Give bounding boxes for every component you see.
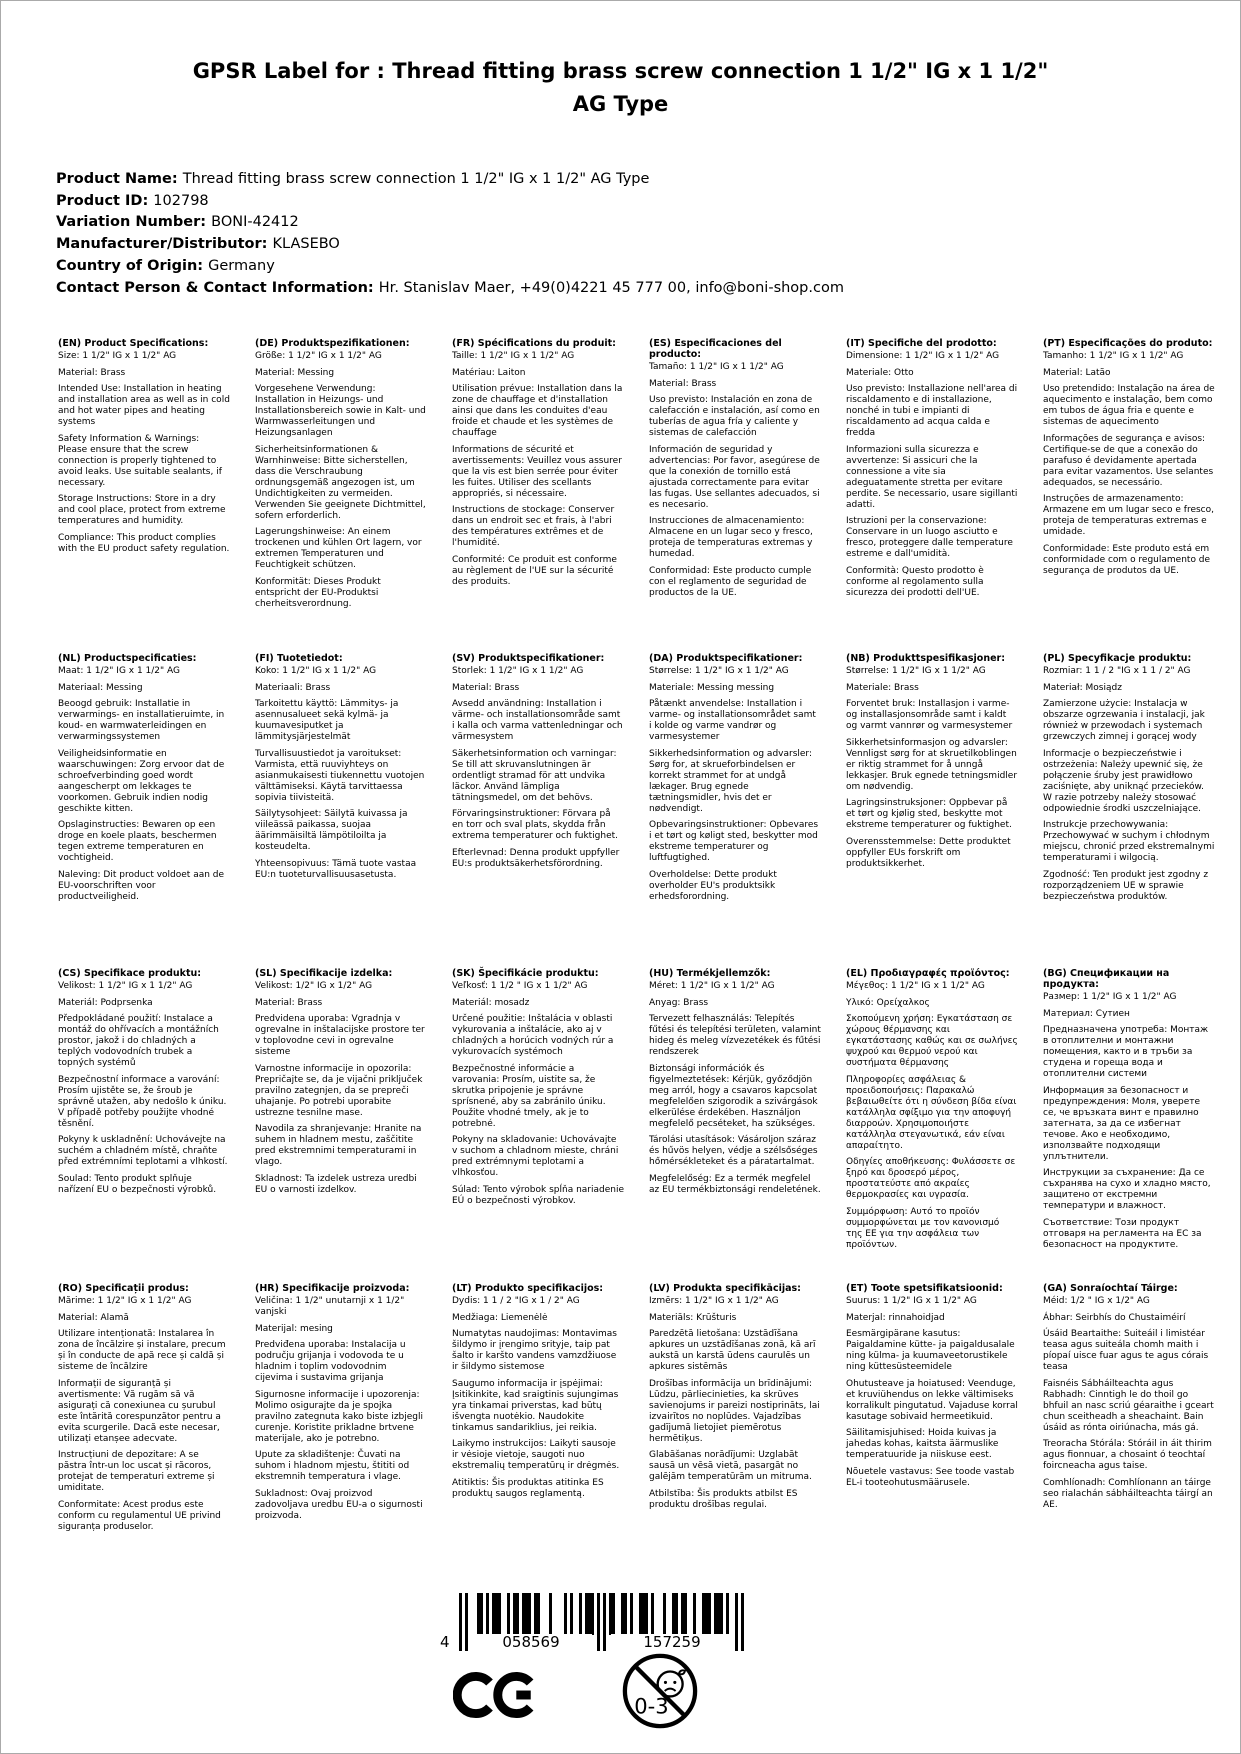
spec-paragraph: Größe: 1 1/2" IG x 1 1/2" AG: [255, 351, 382, 361]
spec-paragraph: Yhteensopivuus: Tämä tuote vastaa EU:n tuoteturvallisuusasetusta.: [255, 858, 417, 880]
language-heading: (LV) Produkta specifikācijas:: [649, 1283, 801, 1294]
age-warning-icon: [621, 1652, 699, 1730]
spec-paragraph: Size: 1 1/2" IG x 1 1/2" AG: [58, 351, 177, 361]
spec-paragraph: Tárolási utasítások: Vásároljon száraz és hűvös helyen, védje a szélsőséges hőmérsékleteket és a páratartalmat.: [649, 1135, 818, 1167]
spec-paragraph: Material: Brass: [452, 682, 520, 693]
product-info-value: Hr. Stanislav Maer, +49(0)4221 45 777 00, info@boni-shop.com: [378, 279, 844, 296]
spec-paragraph: Sikkerhedsinformation og advarsler: Sørg for, at skrueforbindelsen er korrekt strammet for at undgå lækager. Brug egnede tætningsmidler, hvis det er nødvendigt.: [649, 748, 812, 814]
spec-paragraph: Anyag: Brass: [649, 997, 709, 1008]
product-info-row: [56, 169, 844, 191]
spec-paragraph: Uso pretendido: Instalação na área de aquecimento e instalação, bem como em tubos de água fria e quente e sistemas de aquecimento: [1043, 384, 1215, 427]
spec-paragraph: Συμμόρφωση: Αυτό το προϊόν συμμορφώνεται με τον κανονισμό της ΕΕ για την ασφάλεια των προϊόντων.: [846, 1206, 1000, 1250]
spec-paragraph: Pokyny na skladovanie: Uchovávajte v suchom a chladnom mieste, chráni pred extrémnymi teplotami a vlhkosťou.: [452, 1135, 619, 1178]
spec-paragraph: Zamierzone użycie: Instalacja w obszarze ogrzewania i instalacji, jak również w przewodach i systemach grzewczych zimnej i gorącej wody: [1043, 699, 1205, 742]
product-info-value: 102798: [153, 192, 209, 209]
spec-paragraph: Uso previsto: Instalación en zona de calefacción e instalación, así como en tuberías de agua fría y caliente y sistemas de calefacción: [649, 395, 820, 438]
spec-paragraph: Predvidena uporaba: Vgradnja v ogrevalne in inštalacijske prostore ter v toplovodne cevi in ogrevalne sisteme: [255, 1014, 425, 1057]
spec-paragraph: Material: Brass: [255, 997, 323, 1008]
product-info: [56, 169, 844, 299]
spec-paragraph: Paredzētā lietošana: Uzstādīšana apkures un uzstādīšanas zonā, kā arī aukstā un karstā ūdens caurulēs un apkures sistēmās: [649, 1329, 816, 1372]
language-heading: (DE) Produktspezifikationen:: [255, 338, 410, 349]
spec-paragraph: Säilitamisjuhised: Hoida kuivas ja jahedas kohas, kaitsta äärmuslike temperatuuride ja niiskuse eest.: [846, 1428, 999, 1460]
spec-paragraph: Informazioni sulla sicurezza e avvertenze: Si assicuri che la connessione a vite sia adeguatamente stretta per evitare perdite. Se necessario, usare sigillanti adatti.: [846, 444, 1018, 510]
spec-paragraph: Suurus: 1 1/2" IG x 1 1/2" AG: [846, 1296, 977, 1306]
language-block-pl: [1043, 653, 1215, 968]
spec-paragraph: Material: Messing: [255, 367, 335, 378]
spec-paragraph: Faisnéis Sábháilteachta agus Rabhadh: Cinntigh le do thoil go bhfuil an nasc scriú géaraithe i gceart chun sceitheadh a sheachaint. Bain úsáid as rónta oiriúnacha, más gá.: [1043, 1378, 1214, 1433]
spec-paragraph: Предназначена употреба: Монтаж в отоплителни и монтажни помещения, както и в тръби за студена и гореща вода и отоплителни системи: [1043, 1025, 1209, 1079]
spec-paragraph: Avsedd användning: Installation i värme- och installationsområde samt i kalla och varma vattenledningar och värmesystem: [452, 699, 623, 742]
language-heading: (NL) Productspecificaties:: [58, 653, 197, 664]
spec-paragraph: Informações de segurança e avisos: Certifique-se de que a conexão do parafuso é devidamente apertada para evitar vazamentos. Use selantes adequados, se necessário.: [1043, 433, 1214, 488]
spec-paragraph: Sikkerhetsinformasjon og advarsler: Vennligst sørg for at skruetilkoblingen er riktig strammet for å unngå lekkasjer. Bruk egnede tetningsmidler om nødvendig.: [846, 737, 1018, 792]
spec-paragraph: Storlek: 1 1/2" IG x 1 1/2" AG: [452, 666, 584, 676]
language-block-hu: [649, 968, 821, 1283]
spec-paragraph: Istruzioni per la conservazione: Conservare in un luogo asciutto e fresco, proteggere dalle temperature estreme e dall'umidità.: [846, 516, 1013, 559]
product-info-value: BONI-42412: [211, 214, 299, 231]
spec-paragraph: Förvaringsinstruktioner: Förvara på en torr och sval plats, skydda från extrema temperaturer och fuktighet.: [452, 809, 619, 841]
spec-paragraph: Dimensione: 1 1/2" IG x 1 1/2" AG: [846, 351, 1000, 361]
ce-mark-icon: [453, 1662, 539, 1728]
product-info-label: Variation Number:: [56, 214, 212, 231]
language-block-hr: [255, 1283, 427, 1598]
spec-paragraph: Informații de siguranță și avertismente: Vă rugăm să vă asigurați că conexiunea cu șurubul este întărită corespunzător pentru a evita scurgerile. Dacă este necesar, utilizați etanșee adecvate.: [58, 1378, 221, 1444]
spec-paragraph: Conformidad: Este producto cumple con el reglamento de seguridad de productos de la UE.: [649, 565, 812, 598]
spec-paragraph: Predviđena uporaba: Instalacija u području grijanja i vodovoda te u hladnim i toplim vodovodnim cijevima i sustavima grijanja: [255, 1340, 406, 1383]
barcode-right-digits: 157259: [611, 1634, 733, 1651]
spec-paragraph: Instrukcje przechowywania: Przechowywać w suchym i chłodnym miejscu, chronić przed ekstremalnymi temperaturami i wilgocią.: [1043, 820, 1215, 863]
spec-paragraph: Laikymo instrukcijos: Laikyti sausoje ir vėsioje vietoje, saugoti nuo ekstremalių temperatūrų ir drėgmės.: [452, 1439, 620, 1471]
spec-paragraph: Conformité: Ce produit est conforme au règlement de l'UE sur la sécurité des produits.: [452, 554, 617, 587]
language-heading: (FI) Tuotetiedot:: [255, 653, 343, 664]
product-info-row: [56, 234, 844, 256]
spec-paragraph: Información de seguridad y advertencias: Por favor, asegúrese de que la conexión de tornillo está ajustada correctamente para evitar las fugas. Use sellantes adecuados, si es necesario.: [649, 444, 820, 510]
language-block-pt: [1043, 338, 1215, 653]
language-block-lt: [452, 1283, 624, 1598]
spec-paragraph: Veličina: 1 1/2" unutarnji x 1 1/2" vanjski: [255, 1296, 405, 1317]
language-heading: (SV) Produktspecifikationer:: [452, 653, 605, 664]
product-info-value: KLASEBO: [272, 236, 340, 253]
spec-paragraph: Materiāls: Krūšturis: [649, 1312, 737, 1323]
spec-paragraph: Koko: 1 1/2" IG x 1 1/2" AG: [255, 666, 377, 676]
product-info-label: Country of Origin:: [56, 257, 209, 274]
spec-paragraph: Material: Brass: [58, 367, 126, 378]
product-info-label: Product Name:: [56, 171, 183, 187]
spec-paragraph: Overholdelse: Dette produkt overholder EU's produktsikk erhedsforordning.: [649, 869, 777, 902]
spec-paragraph: Soulad: Tento produkt splňuje nařízení EU o bezpečnosti výrobků.: [58, 1173, 217, 1195]
spec-paragraph: Instrucciones de almacenamiento: Almacene en un lugar seco y fresco, proteja de temperaturas extremas y humedad.: [649, 516, 813, 559]
spec-paragraph: Σκοπούμενη χρήση: Εγκατάσταση σε χώρους θέρμανσης και εγκατάστασης καθώς και σε σωλήνες ψυχρού και θερμού νερού και συστήματα θέρμανσης: [846, 1014, 1018, 1068]
language-heading: (FR) Spécifications du produit:: [452, 338, 616, 349]
spec-paragraph: Dydis: 1 1 / 2 "IG x 1 / 2" AG: [452, 1296, 580, 1306]
spec-paragraph: Drošības informācija un brīdinājumi: Lūdzu, pārliecinieties, ka skrūves savienojums ir pareizi nostiprināts, lai izvairītos no noplūdes. Vajadzības gadījumā lietojiet piemērotus hermētiķus.: [649, 1378, 820, 1444]
age-range-text: 0-3: [634, 1693, 669, 1719]
spec-paragraph: Bezpečnostné informácie a varovania: Prosím, uistite sa, že skrutka pripojenie je správne sprísnené, aby sa zabránilo úniku. Použite vhodné tmely, ak je to potrebné.: [452, 1063, 606, 1129]
language-heading: (RO) Specificații produs:: [58, 1283, 189, 1294]
spec-paragraph: Nõuetele vastavus: See toode vastab EL-i tooteohutusmäärusele.: [846, 1466, 1015, 1488]
spec-paragraph: Naleving: Dit product voldoet aan de EU-voorschriften voor productveiligheid.: [58, 869, 225, 902]
spec-paragraph: Informacje o bezpieczeństwie i ostrzeżenia: Należy upewnić się, że połączenie śruby jest prawidłowo zaciśnięte, aby uniknąć przecieków. W razie potrzeby należy stosować odpowiednie środki uszczelniające.: [1043, 748, 1204, 814]
spec-paragraph: Beoogd gebruik: Installatie in verwarmings- en installatieruimte, in koud- en warmwaterleidingen en verwarmingssystemen: [58, 699, 225, 742]
spec-paragraph: Utilisation prévue: Installation dans la zone de chauffage et d'installation ainsi que dans les conduites d'eau froide et chaude et les systèmes de chauffage: [452, 384, 623, 438]
spec-paragraph: Treoracha Stórála: Stóráil in áit thirim agus fionnuar, a chosaint ó teochtaí foircneacha agus taise.: [1043, 1439, 1212, 1471]
spec-paragraph: Comhlíonadh: Comhlíonann an táirge seo rialachán sábháilteachta táirgí an AE.: [1043, 1477, 1213, 1510]
language-heading: (GA) Sonraíochtaí Táirge:: [1043, 1283, 1178, 1294]
spec-paragraph: Conformità: Questo prodotto è conforme al regolamento sulla sicurezza dei prodotti dell'UE.: [846, 565, 984, 598]
language-block-fr: [452, 338, 624, 653]
spec-paragraph: Säilytysohjeet: Säilytä kuivassa ja viileässä paikassa, suojaa äärimmäisiltä lämpötiloilta ja kosteudelta.: [255, 809, 408, 852]
spec-paragraph: Určené použitie: Inštalácia v oblasti vykurovania a inštalácie, ako aj v chladných a horúcich vodných rúr a vykurovacích systémoch: [452, 1014, 614, 1057]
spec-paragraph: Méret: 1 1/2" IG x 1 1/2" AG: [649, 981, 775, 991]
language-heading: (NB) Produkttspesifikasjoner:: [846, 653, 1006, 664]
spec-paragraph: Materiale: Messing messing: [649, 682, 775, 693]
language-block-nb: [846, 653, 1018, 968]
spec-paragraph: Conformidade: Este produto está em conformidade com o regulamento de segurança de produtos da UE.: [1043, 543, 1211, 576]
spec-paragraph: Tamanho: 1 1/2" IG x 1 1/2" AG: [1043, 351, 1184, 361]
spec-paragraph: Materiaali: Brass: [255, 682, 331, 693]
product-info-row: [56, 278, 844, 300]
spec-paragraph: Sukladnost: Ovaj proizvod zadovoljava uredbu EU-a o sigurnosti proizvoda.: [255, 1488, 423, 1521]
language-block-et: [846, 1283, 1018, 1598]
spec-paragraph: Μέγεθος: 1 1/2" IG x 1 1/2" AG: [846, 981, 985, 991]
spec-paragraph: Υλικό: Ορείχαλκος: [846, 997, 930, 1008]
spec-paragraph: Размер: 1 1/2" IG x 1 1/2" AG: [1043, 992, 1177, 1002]
spec-paragraph: Materiale: Otto: [846, 367, 914, 378]
spec-paragraph: Overensstemmelse: Dette produktet oppfyller EUs forskrift om produktsikkerhet.: [846, 836, 1011, 869]
spec-paragraph: Matériau: Laiton: [452, 367, 526, 378]
spec-paragraph: Tamaño: 1 1/2" IG x 1 1/2" AG: [649, 362, 784, 372]
spec-paragraph: Mărime: 1 1/2" IG x 1 1/2" AG: [58, 1296, 192, 1306]
language-block-nl: [58, 653, 230, 968]
spec-paragraph: Intended Use: Installation in heating and installation area as well as in cold and hot water pipes and heating systems: [58, 384, 230, 427]
spec-grid: [58, 338, 1215, 1598]
spec-paragraph: Påtænkt anvendelse: Installation i varme- og installationsområdet samt i kolde og varme vandrør og varmesystemer: [649, 699, 816, 742]
barcode-lead-digit: 4: [440, 1633, 450, 1651]
spec-paragraph: Biztonsági információk és figyelmeztetések: Kérjük, győződjön meg arról, hogy a csavaros kapcsolat megfelelően szigorodik a szivárgások elkerülése érdekében. Használjon megfelelő pecséteket, ha szükséges.: [649, 1063, 818, 1129]
language-heading: (SL) Specifikacije izdelka:: [255, 968, 393, 979]
language-block-da: [649, 653, 821, 968]
spec-paragraph: Material: Latão: [1043, 367, 1111, 378]
spec-paragraph: Материал: Сутиен: [1043, 1008, 1130, 1019]
language-block-sl: [255, 968, 427, 1283]
spec-paragraph: Säkerhetsinformation och varningar: Se till att skruvanslutningen är ordentligt stramad för att undvika läckor. Använd lämpliga tätningsmedel, om det behövs.: [452, 748, 617, 803]
spec-paragraph: Předpokládané použití: Instalace a montáž do ohřívacích a montážních prostor, jakož i do chladných a teplých vodovodních trubek a topných systémů: [58, 1014, 219, 1068]
spec-paragraph: Turvallisuustiedot ja varoitukset: Varmista, että ruuviyhteys on asianmukaisesti tiukennettu vuotojen välttämiseksi. Käytä tarvittaessa sopivia tiivisteitä.: [255, 748, 425, 803]
language-heading: (HU) Termékjellemzők:: [649, 968, 771, 979]
spec-paragraph: Méid: 1/2 " IG x 1/2" AG: [1043, 1296, 1150, 1306]
language-heading: (DA) Produktspecifikationer:: [649, 653, 803, 664]
spec-paragraph: Съответствие: Този продукт отговаря на регламента на ЕС за безопасност на продуктите.: [1043, 1217, 1202, 1250]
spec-paragraph: Materiale: Brass: [846, 682, 919, 693]
spec-paragraph: Megfelelőség: Ez a termék megfelel az EU termékbiztonsági rendeletének.: [649, 1173, 821, 1195]
spec-paragraph: Instructions de stockage: Conserver dans un endroit sec et frais, à l'abri des températures extrêmes et de l'humidité.: [452, 505, 615, 548]
spec-paragraph: Safety Information & Warnings: Please ensure that the screw connection is properly tightened to avoid leaks. Use suitable sealants, if necessary.: [58, 433, 222, 488]
product-info-row: [56, 191, 844, 213]
language-block-de: [255, 338, 427, 653]
spec-paragraph: Numatytas naudojimas: Montavimas šildymo ir įrengimo srityje, taip pat šalto ir karšto vandens vamzdžiuose ir šildymo sistemose: [452, 1329, 617, 1372]
spec-paragraph: Saugumo informacija ir įspėjimai: Įsitikinkite, kad sraigtinis sujungimas yra tinkamai priverstas, kad būtų išvengta nuotėkio. Naudokite tinkamus sandariklius, jei reikia.: [452, 1378, 619, 1433]
language-heading: (PL) Specyfikacje produktu:: [1043, 653, 1192, 664]
spec-paragraph: Lagringsinstruksjoner: Oppbevar på et tørt og kjølig sted, beskytte mot ekstreme temperaturer og fuktighet.: [846, 798, 1012, 830]
product-info-label: Manufacturer/Distributor:: [56, 236, 273, 253]
spec-paragraph: Forventet bruk: Installasjon i varme- og installasjonsområde samt i kaldt og varmt vannrør og varmesystemer: [846, 699, 1013, 731]
spec-paragraph: Varnostne informacije in opozorila: Prepričajte se, da je vijačni priključek pravilno zategnjen, da se prepreči uhajanje. Po potrebi uporabite ustrezne tesnilne mase.: [255, 1063, 423, 1118]
spec-paragraph: Vorgesehene Verwendung: Installation in Heizungs- und Installationsbereich sowie in Kalt- und Warmwasserleitungen und Heizungsanlagen: [255, 384, 426, 438]
spec-paragraph: Ohutusteave ja hoiatused: Veenduge, et kruviühendus on lekke vältimiseks korralikult pingutatud. Vajaduse korral kasutage sobivaid hermeetikuid.: [846, 1378, 1018, 1422]
spec-paragraph: Materiaal: Messing: [58, 682, 143, 693]
spec-paragraph: Instrucțiuni de depozitare: A se păstra într-un loc uscat și răcoros, protejat de temperaturi extreme și umiditate.: [58, 1450, 215, 1493]
spec-paragraph: Atbilstība: Šis produkts atbilst ES produktu drošības regulai.: [649, 1488, 798, 1510]
spec-paragraph: Инструкции за съхранение: Да се съхранява на сухо и хладно място, защитено от екстремни температури и влажност.: [1043, 1168, 1211, 1211]
spec-paragraph: Glabāšanas norādījumi: Uzglabāt sausā un vēsā vietā, pasargāt no galējām temperatūrām un mitruma.: [649, 1450, 812, 1482]
spec-paragraph: Úsáid Beartaithe: Suiteáil i limistéar teasa agus suiteála chomh maith i píopaí uisce fuar agus te agus córais teasa: [1043, 1329, 1209, 1372]
spec-paragraph: Efterlevnad: Denna produkt uppfyller EU:s produktsäkerhetsförordning.: [452, 847, 620, 869]
spec-paragraph: Opslaginstructies: Bewaren op een droge en koele plaats, beschermen tegen extreme temperaturen en vochtigheid.: [58, 820, 217, 863]
language-heading: (CS) Specifikace produktu:: [58, 968, 202, 979]
spec-paragraph: Rozmiar: 1 1 / 2 "IG x 1 1 / 2" AG: [1043, 666, 1191, 676]
spec-paragraph: Πληροφορίες ασφάλειας & προειδοποιήσεις: Παρακαλώ βεβαιωθείτε ότι η σύνδεση βίδα είναι κατάλληλα σφίξιμο για την αποφυγή διαρροών. Χρησιμοποιήστε κατάλληλα στεγανωτικά, εάν είναι απαραίτητο.: [846, 1074, 1017, 1151]
spec-paragraph: Tervezett felhasználás: Telepítés fűtési és telepítési területen, valamint hideg és meleg vízvezetékek és fűtési rendszerek: [649, 1014, 821, 1057]
language-heading: (ES) Especificaciones del producto:: [649, 338, 782, 360]
language-block-en: [58, 338, 230, 653]
language-heading: (EN) Product Specifications:: [58, 338, 209, 349]
spec-paragraph: Størrelse: 1 1/2" IG x 1 1/2" AG: [649, 666, 789, 676]
language-block-bg: [1043, 968, 1215, 1283]
spec-paragraph: Atitiktis: Šis produktas atitinka ES produktų saugos reglamentą.: [452, 1477, 604, 1499]
language-block-el: [846, 968, 1018, 1283]
language-heading: (PT) Especificações do produto:: [1043, 338, 1213, 349]
barcode-left-digits: 058569: [470, 1634, 592, 1651]
spec-paragraph: Utilizare intenționată: Instalarea în zona de încălzire și instalare, precum și în conducte de apă rece și caldă și sisteme de încălzire: [58, 1329, 226, 1372]
spec-paragraph: Ábhar: Seirbhís do Chustaiméirí: [1043, 1312, 1186, 1323]
spec-paragraph: Veiligheidsinformatie en waarschuwingen: Zorg ervoor dat de schroefverbinding goed wordt aangescherpt om lekkages te voorkomen. Gebruik indien nodig geschikte kitten.: [58, 748, 225, 814]
spec-paragraph: Material: Brass: [649, 378, 717, 389]
spec-paragraph: Tarkoitettu käyttö: Lämmitys- ja asennusalueet sekä kylmä- ja kuumavesiputket ja lämmitysjärjestelmät: [255, 699, 399, 742]
spec-paragraph: Velikost: 1/2" IG x 1/2" AG: [255, 981, 373, 991]
spec-paragraph: Sicherheitsinformationen & Warnhinweise: Bitte sicherstellen, dass die Verschraubung ordnungsgemäß angezogen ist, um Undichtigkeiten zu vermeiden. Verwenden Sie geeignete Dichtmittel, sofern erforderlich.: [255, 444, 426, 521]
language-block-sk: [452, 968, 624, 1283]
spec-paragraph: Materiál: Podprsenka: [58, 997, 153, 1008]
language-block-ro: [58, 1283, 230, 1598]
spec-paragraph: Upute za skladištenje: Čuvati na suhom i hladnom mjestu, štititi od ekstremnih temperatura i vlage.: [255, 1450, 410, 1482]
spec-paragraph: Conformitate: Acest produs este conform cu regulamentul UE privind siguranța produselor.: [58, 1499, 221, 1532]
language-block-es: [649, 338, 821, 653]
spec-paragraph: Informations de sécurité et avertissements: Veuillez vous assurer que la vis est bien serrée pour éviter les fuites. Utiliser des scellants appropriés, si nécessaire.: [452, 444, 622, 499]
language-heading: (BG) Спецификации на продукта:: [1043, 968, 1170, 990]
spec-paragraph: Instruções de armazenamento: Armazene em um lugar seco e fresco, proteja de temperaturas extremas e umidade.: [1043, 494, 1214, 537]
product-info-value: Thread fitting brass screw connection 1 1/2" IG x 1 1/2" AG Type: [182, 171, 650, 187]
product-info-row: [56, 256, 844, 278]
language-heading: (ET) Toote spetsifikatsioonid:: [846, 1283, 1003, 1294]
page-title: GPSR Label for : Thread fitting brass screw connection 1 1/2" IG x 1 1/2" AG Type: [192, 59, 1049, 116]
spec-paragraph: Veľkosť: 1 1/2 " IG x 1 1/2" AG: [452, 981, 588, 991]
barcode-bar: [741, 1593, 744, 1651]
spec-paragraph: Bezpečnostní informace a varování: Prosím ujistěte se, že šroub je správně utažen, aby nedošlo k úniku. V případě potřeby použijte vhodné těsnění.: [58, 1074, 227, 1129]
language-block-ga: [1043, 1283, 1215, 1598]
language-heading: (EL) Προδιαγραφές προϊόντος:: [846, 968, 1010, 979]
barcode: [440, 1593, 744, 1651]
spec-paragraph: Uso previsto: Installazione nell'area di riscaldamento e di installazione, nonché in tubi e impianti di riscaldamento ad acqua calda e fredda: [846, 384, 1018, 438]
spec-paragraph: Eesmärgipärane kasutus: Paigaldamine kütte- ja paigaldusalale ning külma- ja kuumaveetorustikele ning küttesüsteemidele: [846, 1329, 1015, 1372]
product-info-row: [56, 212, 844, 234]
spec-paragraph: Navodila za shranjevanje: Hranite na suhem in hladnem mestu, zaščitite pred ekstremnimi temperaturami in vlago.: [255, 1124, 422, 1167]
product-info-label: Product ID:: [56, 192, 154, 209]
spec-paragraph: Opbevaringsinstruktioner: Opbevares i et tørt og køligt sted, beskytter mod ekstreme temperaturer og luftfugtighed.: [649, 820, 819, 863]
spec-paragraph: Skladnost: Ta izdelek ustreza uredbi EU o varnosti izdelkov.: [255, 1173, 417, 1195]
spec-paragraph: Lagerungshinweise: An einem trockenen und kühlen Ort lagern, vor extremen Temperaturen und Feuchtigkeit schützen.: [255, 527, 422, 570]
spec-paragraph: Materiał: Mosiądz: [1043, 682, 1122, 693]
spec-paragraph: Størrelse: 1 1/2" IG x 1 1/2" AG: [846, 666, 986, 676]
spec-paragraph: Velikost: 1 1/2" IG x 1 1/2" AG: [58, 981, 193, 991]
spec-paragraph: Sigurnosne informacije i upozorenja: Molimo osigurajte da je spojka pravilno zategnuta kako biste izbjegli curenje. Koristite prikladne brtvene materijale, ako je potrebno.: [255, 1389, 424, 1444]
product-info-value: Germany: [208, 257, 275, 274]
language-heading: (HR) Specifikacije proizvoda:: [255, 1283, 410, 1294]
spec-paragraph: Izmērs: 1 1/2" IG x 1 1/2" AG: [649, 1296, 779, 1306]
spec-paragraph: Materiál: mosadz: [452, 997, 530, 1008]
spec-paragraph: Pokyny k uskladnění: Uchovávejte na suchém a chladném místě, chraňte před extrémními teplotami a vlhkostí.: [58, 1135, 228, 1167]
spec-paragraph: Konformität: Dieses Produkt entspricht der EU-Produktsi cherheitsverordnung.: [255, 576, 381, 609]
spec-paragraph: Storage Instructions: Store in a dry and cool place, protect from extreme temperatures and humidity.: [58, 494, 226, 526]
spec-paragraph: Taille: 1 1/2" IG x 1 1/2" AG: [452, 351, 575, 361]
spec-paragraph: Material: Alamă: [58, 1312, 129, 1323]
spec-paragraph: Materijal: mesing: [255, 1323, 333, 1334]
product-info-label: Contact Person & Contact Information:: [56, 279, 379, 296]
spec-paragraph: Информация за безопасност и предупреждения: Моля, уверете се, че връзката винт е правилно затегната, за да се избегнат течове. Ако е необходимо, използвайте подходящи уплътнители.: [1043, 1085, 1201, 1162]
language-heading: (SK) Špecifikácie produktu:: [452, 968, 599, 979]
language-heading: (IT) Specifiche del prodotto:: [846, 338, 997, 349]
language-block-cs: [58, 968, 230, 1283]
language-block-sv: [452, 653, 624, 968]
language-block-fi: [255, 653, 427, 968]
language-block-lv: [649, 1283, 821, 1598]
spec-paragraph: Súlad: Tento výrobok spĺňa nariadenie EÚ o bezpečnosti výrobkov.: [452, 1184, 625, 1206]
spec-paragraph: Οδηγίες αποθήκευσης: Φυλάσσετε σε ξηρό και δροσερό μέρος, προστατεύστε από ακραίες θερμοκρασίες και υγρασία.: [846, 1157, 1016, 1200]
language-heading: (LT) Produkto specifikacijos:: [452, 1283, 604, 1294]
spec-paragraph: Medžiaga: Liemenėlė: [452, 1312, 548, 1323]
spec-paragraph: Materjal: rinnahoidjad: [846, 1312, 945, 1323]
spec-paragraph: Zgodność: Ten produkt jest zgodny z rozporządzeniem UE w sprawie bezpieczeństwa produktów.: [1043, 869, 1209, 902]
spec-paragraph: Compliance: This product complies with the EU product safety regulation.: [58, 532, 230, 554]
language-block-it: [846, 338, 1018, 653]
spec-paragraph: Maat: 1 1/2" IG x 1 1/2" AG: [58, 666, 181, 676]
